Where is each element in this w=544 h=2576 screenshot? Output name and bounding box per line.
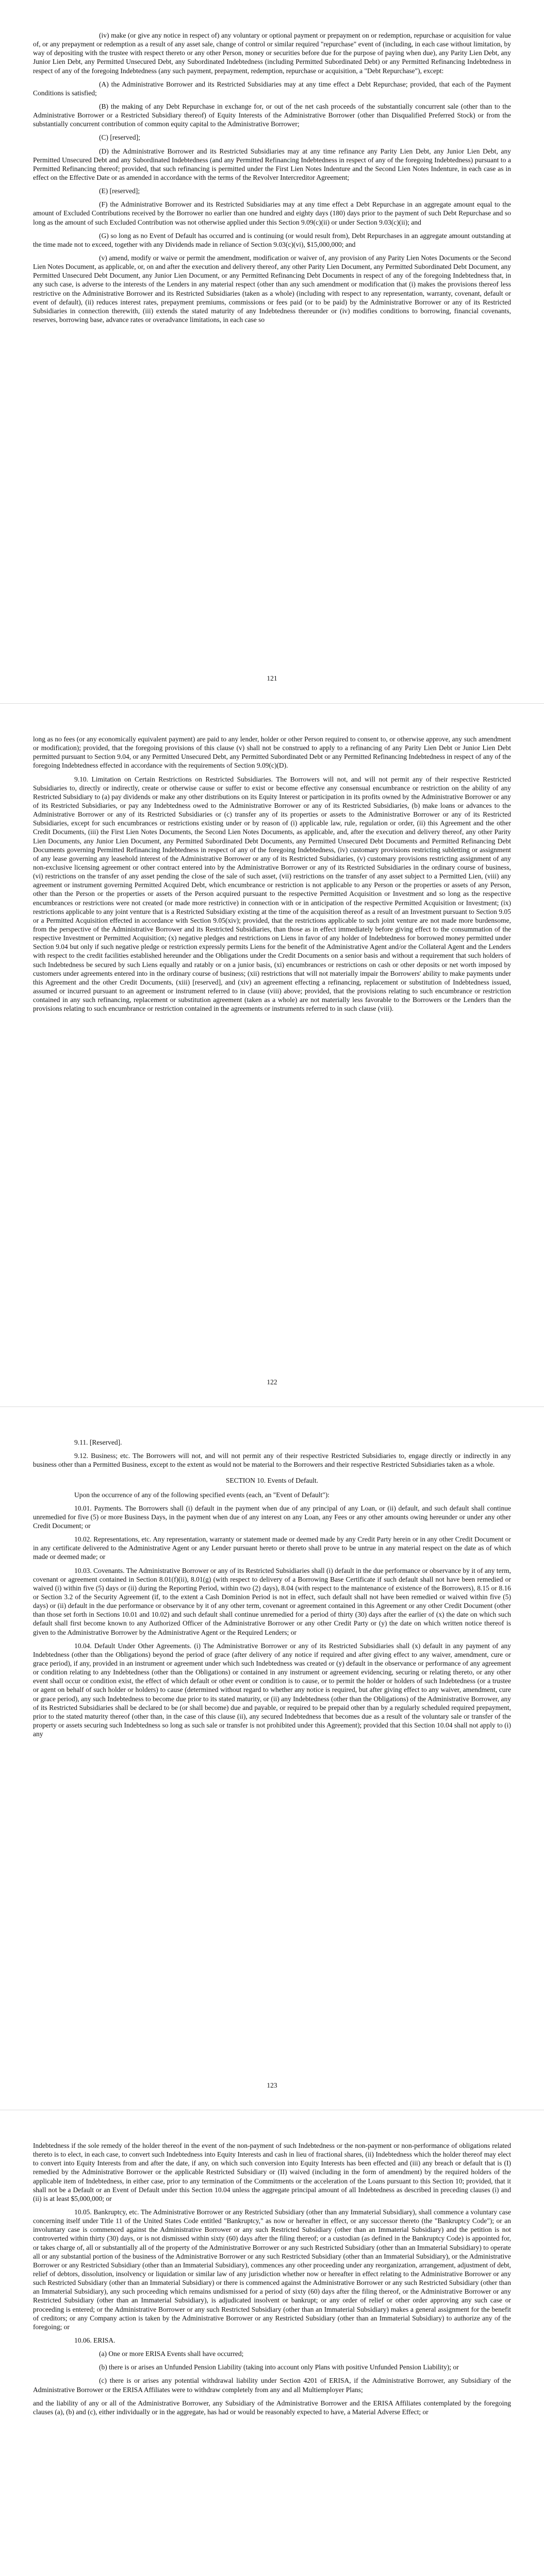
- section-10-06: 10.06. ERISA.: [74, 2336, 116, 2344]
- document-page-121: [0, 0, 544, 703]
- paragraph-G: (G) so long as no Event of Default has occurred and is continuing (or would result from), Debt Repurchases in an aggregate amount outstanding at the time made not to exceed, together with any Dividends made in reliance of Section 9.03(c)(vi), $15,000,000; and: [33, 231, 511, 248]
- paragraph-v: (v) amend, modify or waive or permit the amendment, modification or waiver of, any provision of any Parity Lien Notes Documents or the Second Lien Notes Document, as applicable, or, on and after the execution and delivery thereof, any other Parity Lien Document, any Permitted Subordinated Debt Document, any Permitted Unsecured Debt Document, any Junior Lien Document, or any Permitted Refinancing Debt Documents in respect of any of the foregoing Indebtedness that, in any such case, is adverse to the interests of the Lenders in any material respect (other than any such amendment or modification that (i) makes the provisions thereof less restrictive on the Administrative Borrower and its Restricted Subsidiaries (taken as a whole) (including with respect to any representation, warranty, covenant, default or event of default), (ii) reduces interest rates, prepayment premiums, commissions or fees paid (or to be paid) by the Administrative Borrower or any of its Restricted Subsidiaries in connection therewith, (iii) extends the stated maturity of any Indebtedness thereunder or (iv) modifies conditions to borrowing, financial covenants, reserves, borrowing base, advance rates or overadvance limitations, in each case so: [33, 253, 511, 324]
- section-10-05: 10.05. Bankruptcy, etc. The Administrative Borrower or any Restricted Subsidiary (other than any Immaterial Subsidiary), shall commence a voluntary case concerning itself under Title 11 of the United States Code entitled "Bankruptcy," as now or hereafter in effect, or any successor thereto (the "Bankruptcy Code"); or an involuntary case is commenced against the Administrative Borrower or any such Restricted Subsidiary (other than an Immaterial Subsidiary) and the petition is not controverted within thirty (30) days, or is not dismissed within sixty (60) days after the filing thereof; or a custodian (as defined in the Bankruptcy Code) is appointed for, or takes charge of, all or substantially all of the property of the Administrative Borrower or any such Restricted Subsidiary (other than an Immaterial Subsidiary) to operate all or any substantial portion of the business of the Administrative Borrower or any such Restricted Subsidiary (other than an Immaterial Subsidiary), or the Administrative Borrower or any Restricted Subsidiary (other than an Immaterial Subsidiary), commences any other proceeding under any reorganization, arrangement, adjustment of debt, relief of debtors, dissolution, insolvency or liquidation or similar law of any jurisdiction whether now or hereafter in effect relating to the Administrative Borrower or any such Restricted Subsidiary (other than an Immaterial Subsidiary) or there is commenced against the Administrative Borrower or any such Restricted Subsidiary (other than an Immaterial Subsidiary), any such proceeding which remains undismissed for a period of sixty (60) days after the filing thereof, or the Administrative Borrower or any Restricted Subsidiary (other than an Immaterial Subsidiary), is adjudicated insolvent or bankrupt; or any order of relief or other order approving any such case or proceeding is entered; or the Administrative Borrower or any such Restricted Subsidiary (other than an Immaterial Subsidiary) makes a general assignment for the benefit of creditors; or any Company action is taken by the Administrative Borrower or any Restricted Subsidiary (other than an Immaterial Subsidiary) to authorize any of the foregoing; or: [33, 2208, 511, 2331]
- document-page-122: [0, 703, 544, 1407]
- section-9-11: 9.11. [Reserved].: [74, 1438, 122, 1446]
- section-10-01: 10.01. Payments. The Borrowers shall (i) default in the payment when due of any principal of any Loan, or (ii) default, and such default shall continue unremedied for five (5) or more Business Days, in the payment when due of any interest on any Loan, any Fees or any other amounts owing hereunder or under any other Credit Document; or: [33, 1504, 511, 1530]
- paragraph-continued: long as no fees (or any economically equivalent payment) are paid to any lender, holder or other Person required to consent to, or otherwise approve, any such amendment or modification); provided, that the foregoing provisions of this clause (v) shall not be construed to apply to a refinancing of any Parity Lien Debt or Junior Lien Debt permitted pursuant to Section 9.04, or any Permitted Unsecured Debt, any Permitted Subordinated Debt or any Permitted Refinancing Indebtedness in respect of any of the foregoing Indebtedness effected in accordance with the requirements of Section 9.09(c)(D).: [33, 735, 511, 770]
- page-content: [33, 735, 511, 1018]
- page-number: 123: [267, 2081, 277, 2089]
- document-page-124: [0, 2110, 544, 2576]
- document-page-123: [0, 1406, 544, 2110]
- section-10-03: 10.03. Covenants. The Administrative Borrower or any of its Restricted Subsidiaries shall (i) default in the due performance or observance by it of any term, covenant or agreement contained in Section 8.01(f)(ii), 8.01(g) (with respect to delivery of a Borrowing Base Certificate if such default shall not have been remedied or waived (i) within five (5) days or (ii) during the Reporting Period, within two (2) days), 8.04 (with respect to the maintenance of existence of the Borrowers), 8.15 or 8.16 or Section 3.2 of the Security Agreement (if, to the extent a Cash Dominion Period is not in effect, such default shall not have been remedied or waived within five (5) days) or (ii) default in the due performance or observance by it of any other term, covenant or agreement contained in this Agreement or any other Credit Document (other than those set forth in Sections 10.01 and 10.02) and such default shall continue unremedied for a period of thirty (30) days after the earlier of (x) the date on which such default shall first become known to any Authorized Officer of the Administrative Borrower or any other Credit Party or (y) the date on which written notice thereof is given to the Administrative Borrower by the Administrative Agent or the Required Lenders; or: [33, 1566, 511, 1636]
- paragraph-erisa-b: (b) there is or arises an Unfunded Pension Liability (taking into account only Plans with positive Unfunded Pension Liability); or: [99, 2363, 459, 2371]
- paragraph-continued: Indebtedness if the sole remedy of the holder thereof in the event of the non-payment of such Indebtedness or the non-payment or non-performance of obligations related thereto is to elect, in each case, to convert such Indebtedness into Equity Interests and cash in lieu of fractional shares, (ii) Indebtedness which the holder thereof may elect to convert into Equity Interests from and after the date, if any, on which such conversion into Equity Interests has been effected and (iii) any breach or default that is (I) remedied by the Administrative Borrower or the applicable Restricted Subsidiary or (II) waived (including in the form of amendment) by the required holders of the applicable item of Indebtedness, in either case, prior to any termination of the Commitments or the acceleration of the Loans pursuant to this Section 10; provided, that it shall not be a Default or an Event of Default under this Section 10.04 unless the aggregate principal amount of all Indebtedness as described in preceding clauses (i) and (ii) is at least $5,000,000; or: [33, 2142, 511, 2202]
- paragraph-erisa-a: (a) One or more ERISA Events shall have occurred;: [99, 2350, 244, 2358]
- paragraph-iv: (iv) make (or give any notice in respect of) any voluntary or optional payment or prepayment on or redemption, repurchase or acquisition for value of, or any prepayment or redemption as a result of any asset sale, change of control or similar required "repurchase" event of (including, in each case without limitation, by way of depositing with the trustee with respect thereto or any other Person, money or securities before due for the purpose of paying when due), any Parity Lien Debt, any Junior Lien Debt, any Permitted Unsecured Debt, any Subordinated Indebtedness (including Permitted Subordinated Debt) or any Permitted Refinancing Indebtedness in respect of any of the foregoing Indebtedness (any such payment, prepayment, redemption, repurchase or acquisition, a "Debt Repurchase"), except:: [33, 31, 511, 75]
- section-10-02: 10.02. Representations, etc. Any representation, warranty or statement made or deemed made by any Credit Party herein or in any other Credit Document or in any certificate delivered to the Administrative Agent or any Lender pursuant hereto or thereto shall prove to be untrue in any material respect on the date as of which made or deemed made; or: [33, 1535, 511, 1561]
- section-9-12: 9.12. Business; etc. The Borrowers will not, and will not permit any of their respective Restricted Subsidiaries to, engage directly or indirectly in any business other than a Permitted Business, except to the extent as would not be material to the Borrowers and their respective Restricted Subsidiaries taken as a whole.: [33, 1452, 511, 1469]
- paragraph-C: (C) [reserved];: [99, 133, 140, 142]
- page-number: 122: [267, 1378, 277, 1386]
- section-10-04: 10.04. Default Under Other Agreements. (i) The Administrative Borrower or any of its Restricted Subsidiaries shall (x) default in any payment of any Indebtedness (other than the Obligations) beyond the period of grace (after delivery of any notice if required and after giving effect to any waiver, amendment, cure or grace period), if any, provided in an instrument or agreement under which such Indebtedness was created or (y) default in the observance or performance of any agreement or condition relating to any Indebtedness (other than the Obligations) or contained in any instrument or agreement evidencing, securing or relating thereto, or any other event shall occur or condition exist, the effect of which default or other event or condition is to cause, or to permit the holder or holders of such Indebtedness (or a trustee or agent on behalf of such holder or holders) to cause (determined without regard to whether any notice is required, but after giving effect to any waiver, amendment, cure or grace period), any such Indebtedness to become due prior to its stated maturity, or (ii) any Indebtedness (other than the Obligations) of the Administrative Borrower, any of its Restricted Subsidiaries shall be declared to be (or shall become) due and payable, or required to be prepaid other than by a regularly scheduled required prepayment, prior to the stated maturity thereof (other than, in the case of this clause (ii), any secured Indebtedness that becomes due as a result of the voluntary sale or transfer of the property or assets securing such Indebtedness so long as such sale or transfer is not prohibited under this Agreement); provided that this Section 10.04 shall not apply to (i) any: [33, 1641, 511, 1738]
- page-content: [33, 31, 511, 329]
- page-content: [33, 1438, 511, 1743]
- events-of-default-intro: Upon the occurrence of any of the following specified events (each, an "Event of Default"):: [74, 1490, 329, 1499]
- paragraph-erisa-c: (c) there is or arises any potential withdrawal liability under Section 4201 of ERISA, if the Administrative Borrower, any Subsidiary of the Administrative Borrower or the ERISA Affiliates were to withdraw completely from any and all Multiemployer Plans;: [33, 2377, 511, 2394]
- paragraph-A: (A) the Administrative Borrower and its Restricted Subsidiaries may at any time effect a Debt Repurchase; provided, that each of the Payment Conditions is satisfied;: [33, 80, 511, 97]
- paragraph-B: (B) the making of any Debt Repurchase in exchange for, or out of the net cash proceeds of the substantially concurrent sale (other than to the Administrative Borrower or a Restricted Subsidiary thereof) of Equity Interests of the Administrative Borrower (other than Disqualified Preferred Stock) or from the substantially concurrent contribution of common equity capital to the Administrative Borrower;: [33, 102, 511, 128]
- paragraph-erisa-tail: and the liability of any or all of the Administrative Borrower, any Subsidiary of the Administrative Borrower and the ERISA Affiliates contemplated by the foregoing clauses (a), (b) and (c), either individually or in the aggregate, has had or would be reasonably expected to have, a Material Adverse Effect; or: [33, 2399, 511, 2416]
- page-content: [33, 2141, 511, 2421]
- page-number: 121: [267, 674, 277, 682]
- section-10-heading: SECTION 10. Events of Default.: [225, 1477, 319, 1485]
- paragraph-F: (F) the Administrative Borrower and its Restricted Subsidiaries may at any time effect a Debt Repurchase in an aggregate amount equal to the amount of Excluded Contributions received by the Borrower no earlier than one hundred and eighty days (180) days prior to the payment of such Debt Repurchase and so long as the amount of such Excluded Contribution was not otherwise applied under this Section 9.09(c)(ii) or under Section 9.03(c)(ii); and: [33, 200, 511, 226]
- paragraph-D: (D) the Administrative Borrower and its Restricted Subsidiaries may at any time refinance any Parity Lien Debt, any Junior Lien Debt, any Permitted Unsecured Debt and any Subordinated Indebtedness (and any Permitted Refinancing Indebtedness in respect of any of the foregoing Indebtedness) pursuant to a Permitted Refinancing thereof; provided, that such refinancing is permitted under the First Lien Notes Indenture and the Second Lien Notes Indenture, in each case as in effect on the Effective Date or as amended in accordance with the terms of the Revolver Intercreditor Agreement;: [33, 147, 511, 181]
- paragraph-E: (E) [reserved];: [99, 187, 140, 195]
- section-9-10: 9.10. Limitation on Certain Restrictions on Restricted Subsidiaries. The Borrowers will not, and will not permit any of their respective Restricted Subsidiaries to, directly or indirectly, create or otherwise cause or suffer to exist or become effective any consensual encumbrance or restriction on the ability of any Restricted Subsidiary to (a) pay dividends or make any other distributions on its Equity Interest or participation in its profits owned by the Administrative Borrower or any of its Restricted Subsidiaries, or pay any Indebtedness owed to the Administrative Borrower or any of its Restricted Subsidiaries, (b) make loans or advances to the Administrative Borrower or any of its Restricted Subsidiaries or (c) transfer any of its properties or assets to the Administrative Borrower or any of its Restricted Subsidiaries, except for such encumbrances or restrictions existing under or by reason of (i) applicable law, rule, regulation or order, (ii) this Agreement and the other Credit Documents, (iii) the First Lien Notes Documents, the Second Lien Notes Documents, as applicable, and, after the execution and delivery thereof, any other Parity Lien Documents, any Junior Lien Document, any Permitted Subordinated Debt Documents, any Permitted Unsecured Debt Documents and Permitted Refinancing Debt Documents governing Permitted Refinancing Indebtedness in respect of any of the foregoing Indebtedness, (iv) customary provisions restricting subletting or assignment of any lease governing any leasehold interest of the Administrative Borrower or any of its Restricted Subsidiaries, (v) customary provisions restricting assignment of any non-exclusive licensing agreement or other contract entered into by the Administrative Borrower or any of its Restricted Subsidiaries in the ordinary course of business, (vi) restrictions on the transfer of any asset pending the close of the sale of such asset, (vii) restrictions on the transfer of any asset subject to a Permitted Lien, (viii) any agreement or instrument governing Permitted Acquired Debt, which encumbrance or restriction is not applicable to any Person or the properties or assets of any Person, other than the Person or the properties or assets of the Person acquired pursuant to the respective Permitted Acquisition or Investment and so long as the respective encumbrances or restrictions were not created (or made more restrictive) in connection with or in anticipation of the respective Permitted Acquisition or Investment; (ix) restrictions applicable to any joint venture that is a Restricted Subsidiary existing at the time of the acquisition thereof as a result of an Investment pursuant to Section 9.05 or a Permitted Acquisition effected in accordance with Section 9.05(xiv); provided, that the restrictions applicable to such joint venture are not made more burdensome, from the perspective of the Administrative Borrower and its Restricted Subsidiaries, than those as in effect immediately before giving effect to the consummation of the respective Investment or Permitted Acquisition; (x) negative pledges and restrictions on Liens in favor of any holder of Indebtedness for borrowed money permitted under Section 9.04 but only if such negative pledge or restriction expressly permits Liens for the benefit of the Administrative Agent and/or the Collateral Agent and the Lenders with respect to the credit facilities established hereunder and the Obligations under the Credit Documents on a senior basis and without a requirement that such holders of such Indebtedness be secured by such Liens equally and ratably or on a junior basis, (xi) encumbrances or restrictions on cash or other deposits or net worth imposed by customers under agreements entered into in the ordinary course of business; (xii) restrictions that will not materially impair the Borrowers' ability to make payments under this Agreement and the other Credit Documents, (xiii) [reserved], and (xiv) an agreement effecting a refinancing, replacement or substitution of Indebtedness issued, assumed or incurred pursuant to an agreement or instrument referred to in clause (viii) above; provided, that the provisions relating to such encumbrance or restriction contained in any such refinancing, replacement or substitution agreement (taken as a whole) are not materially less favorable to the Borrowers or the Lenders than the provisions relating to such encumbrance or restriction contained in the agreements or instruments referred to in such clause (viii).: [33, 775, 511, 1013]
